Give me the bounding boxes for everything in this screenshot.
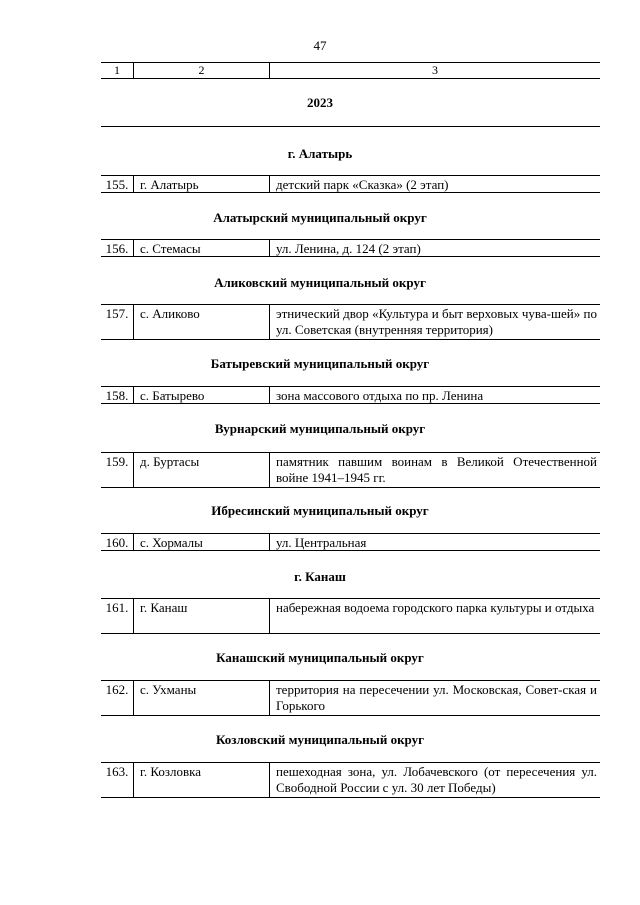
row-number: 155. — [105, 177, 129, 192]
row-divider — [269, 305, 270, 339]
table-row — [101, 239, 600, 257]
row-divider — [269, 599, 270, 633]
section-title: Вурнарский муниципальный округ — [214, 421, 426, 436]
row-divider — [269, 763, 270, 797]
row-divider — [133, 305, 134, 339]
row-locality: г. Канаш — [140, 600, 188, 615]
row-number: 157. — [105, 306, 129, 321]
row-description: этнический двор «Культура и быт верховых чува-шей» по ул. Советская (внутренняя территория) — [276, 306, 597, 337]
table-row — [101, 304, 600, 340]
row-number: 161. — [105, 600, 129, 615]
section-title: Батыревский муниципальный округ — [210, 356, 430, 371]
row-number: 159. — [105, 454, 129, 469]
table-row — [101, 386, 600, 404]
row-locality: с. Батырево — [140, 388, 205, 403]
row-divider — [133, 681, 134, 715]
row-divider — [133, 763, 134, 797]
row-number: 158. — [105, 388, 129, 403]
row-divider — [269, 534, 270, 550]
row-divider — [269, 176, 270, 192]
row-number: 156. — [105, 241, 129, 256]
row-divider — [269, 453, 270, 487]
row-number: 162. — [105, 682, 129, 697]
row-description: ул. Центральная — [276, 535, 367, 550]
section-title: Алатырский муниципальный округ — [213, 210, 427, 225]
row-divider — [133, 240, 134, 256]
row-description: пешеходная зона, ул. Лобачевского (от пересечения ул. Свободной России с ул. 30 лет Победы) — [276, 764, 597, 795]
table-row — [101, 680, 600, 716]
row-locality: г. Козловка — [140, 764, 202, 779]
row-locality: с. Аликово — [140, 306, 200, 321]
section-title: Канашский муниципальный округ — [216, 650, 424, 665]
header-col-1: 1 — [114, 63, 120, 77]
row-description: ул. Ленина, д. 124 (2 этап) — [276, 241, 421, 256]
table-row — [101, 533, 600, 551]
row-divider — [133, 453, 134, 487]
row-locality: с. Хормалы — [140, 535, 203, 550]
row-divider — [133, 176, 134, 192]
header-col-3: 3 — [432, 63, 438, 77]
table-header — [101, 62, 600, 79]
section-title: Аликовский муниципальный округ — [214, 275, 426, 290]
section-title: Ибресинский муниципальный округ — [211, 503, 429, 518]
table-row — [101, 175, 600, 193]
table-row — [101, 452, 600, 488]
section-title: г. Алатырь — [287, 146, 353, 161]
row-description: территория на пересечении ул. Московская, Совет-ская и Горького — [276, 682, 597, 713]
row-divider — [133, 534, 134, 550]
row-divider — [133, 387, 134, 403]
row-locality: г. Алатырь — [140, 177, 199, 192]
table-row — [101, 598, 600, 634]
row-locality: с. Стемасы — [140, 241, 201, 256]
row-locality: д. Буртасы — [140, 454, 200, 469]
row-description: памятник павшим воинам в Великой Отечественной войне 1941–1945 гг. — [276, 454, 597, 485]
row-divider — [269, 387, 270, 403]
row-divider — [133, 599, 134, 633]
table-row — [101, 762, 600, 798]
row-divider — [269, 240, 270, 256]
year-heading: 2023 — [307, 95, 333, 110]
section-title: г. Канаш — [294, 569, 346, 584]
row-number: 163. — [105, 764, 129, 779]
row-locality: с. Ухманы — [140, 682, 197, 697]
row-description: набережная водоема городского парка культуры и отдыха — [276, 600, 595, 615]
year-rule — [101, 126, 600, 127]
page-number: 47 — [313, 38, 327, 53]
row-number: 160. — [105, 535, 129, 550]
header-col-2: 2 — [198, 63, 205, 77]
row-description: зона массового отдыха по пр. Ленина — [276, 388, 484, 403]
row-description: детский парк «Сказка» (2 этап) — [276, 177, 449, 192]
section-title: Козловский муниципальный округ — [215, 732, 425, 747]
row-divider — [269, 681, 270, 715]
